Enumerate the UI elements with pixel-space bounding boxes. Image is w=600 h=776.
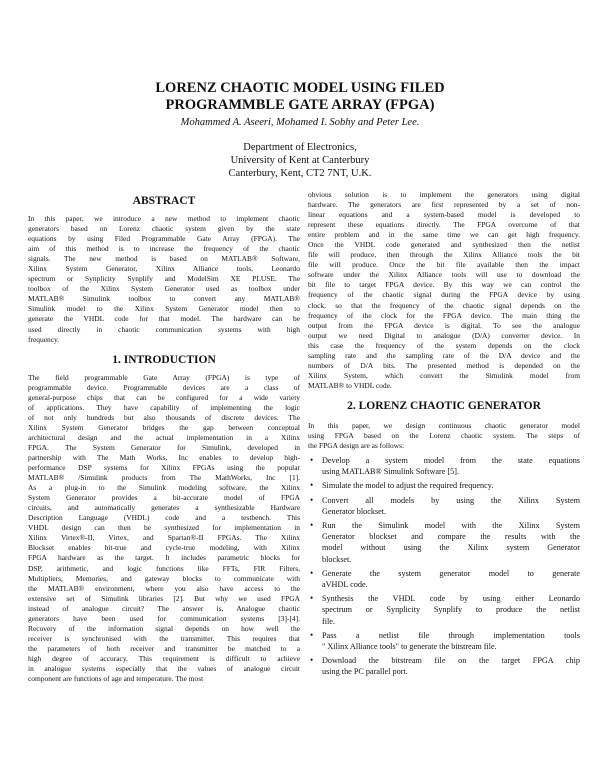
introduction-line: component are functions of age and temperature. The most xyxy=(28,674,204,684)
introduction-line: generators have been used for communication systems [3]-[4]. xyxy=(28,613,300,623)
list-item xyxy=(308,480,580,491)
list-item-line: • Download the bitstream file on the target FPGA chip xyxy=(322,656,580,666)
introduction-line: MATLAB® /Simulink products from The MathWorks, Inc [1]. xyxy=(28,473,300,483)
introduction-line: FPGA. The System Generator for Simulink, developed in xyxy=(28,442,300,452)
introduction-line: the MATLAB® environment, where you also have access to the xyxy=(28,583,300,593)
introduction-line: extensive set of Simulink libraries [2]. But why we used FPGA xyxy=(28,593,300,603)
introduction-continued-line: represent these equations directly. The FPGA overcome of that xyxy=(308,220,580,230)
list-item-line: " Xilinx Alliance tools" to generate the bitstream file. xyxy=(322,641,497,651)
introduction-continued-line: frequency of the chaotic signal during the FPGA device by using xyxy=(308,290,580,300)
affiliation-line-2: University of Kent at Canterbury xyxy=(230,155,370,166)
introduction-line: Xilinx Virtex®-II, Virtex, and Spartan®-II FPGAs. The Xilinx xyxy=(28,533,300,543)
section-2-line: using FPGA based on the Lorenz chaotic system. The steps of xyxy=(308,430,580,440)
affiliation-line-1: Department of Electronics, xyxy=(243,142,357,153)
list-item-line: blockset. xyxy=(322,554,352,564)
introduction-line: Recovery of the information signal depends on how well the xyxy=(28,623,300,633)
abstract-line: generate the VHDL code for that model. The hardware can be xyxy=(28,314,300,324)
abstract-line: MATLAB® Simulink toolbox to convert any MATLAB® xyxy=(28,294,300,304)
abstract-body xyxy=(28,214,300,345)
introduction-line: The field programmable Gate Array (FPGA) is type of xyxy=(28,372,300,382)
abstract-line: Simulink model to the Xilinx System Generator model then to xyxy=(28,304,300,314)
introduction-continued xyxy=(308,190,580,391)
introduction-line: partnership with The Math Works, Inc enables to develop high- xyxy=(28,452,300,462)
section-2-line: In this paper, we design continuous chaotic generator model xyxy=(308,420,580,430)
list-item-line: • Develop a system model from the state equations xyxy=(322,456,580,466)
introduction-continued-line: output from the FPGA device is digital. To see the analogue xyxy=(308,320,580,330)
introduction-continued-line: file will produce, then through the Xilinx Alliance tools the bit xyxy=(308,250,580,260)
introduction-line: instead of analogue circuit? The answer is, Analogue chaotic xyxy=(28,603,300,613)
left-column xyxy=(28,194,300,684)
introduction-continued-line: entire problem and in the same time we can get high frequency. xyxy=(308,230,580,240)
abstract-heading: ABSTRACT xyxy=(132,195,196,207)
list-item-line: • Convert all models by using the Xilinx System xyxy=(322,495,580,505)
introduction-continued-line: obvious solution is to implement the generators using digital xyxy=(308,190,580,199)
abstract-line: equations by using Filed Programmable Gate Array (FPGA). The xyxy=(28,234,300,244)
introduction-continued-line: hardware. The generators are first represented by a set of non- xyxy=(308,200,580,210)
abstract-line: signals. The new method is based on MATLAB® Software, xyxy=(28,254,300,264)
abstract-line: Xilinx System Generator, Xilinx Alliance tools, Leonardo xyxy=(28,264,300,274)
section-2-heading: 2. LORENZ CHAOTIC GENERATOR xyxy=(347,399,541,412)
introduction-line: VHDL design can then be synthesized for implementation in xyxy=(28,523,300,533)
list-item xyxy=(308,495,580,517)
list-item-line: • Pass a netlist file through implementation tools xyxy=(322,630,580,640)
design-steps-list xyxy=(308,455,580,680)
abstract-line: used directly in chaotic communication systems with high xyxy=(28,324,300,334)
introduction-continued-line: file will produce. Once the bit file available then the impact xyxy=(308,260,580,270)
abstract-line: toolbox of the Xilinx System Generator used as toolbox under xyxy=(28,284,300,294)
introduction-line: of not only hundreds but also thousands of discrete devices. The xyxy=(28,412,300,422)
list-item xyxy=(308,593,580,627)
introduction-continued-line: linear equations and a system-based model is developed to xyxy=(308,210,580,220)
list-item xyxy=(308,655,580,677)
section-2-body xyxy=(308,421,580,451)
introduction-continued-line: software under the Xilinx Alliance tools will use to download the xyxy=(308,270,580,280)
abstract-line: In this paper, we introduce a new method to implement chaotic xyxy=(28,214,300,223)
introduction-continued-line: output we need Digital to analogue (D/A) converter device. In xyxy=(308,330,580,340)
introduction-line: Multipliers, Memories, and gateway blocks to communicate with xyxy=(28,573,300,583)
introduction-line: Blockset enables bit-true and cycle-true modeling, with Xilinx xyxy=(28,543,300,553)
abstract-line: aim of this method is to increase the frequency of the chaotic xyxy=(28,244,300,254)
right-column xyxy=(308,190,580,680)
introduction-line: in analogue systems especially that the values of analogue circuit xyxy=(28,663,300,673)
introduction-line: performance DSP systems for Xilinx FPGAs using the popular xyxy=(28,463,300,473)
abstract-line: frequency. xyxy=(28,334,60,344)
list-item-line: • Generate the system generator model to generate xyxy=(322,568,580,578)
list-item-line: Generator blockset and compare the results with the xyxy=(322,532,580,542)
paper-title-line-1: LORENZ CHAOTIC MODEL USING FILED xyxy=(155,80,445,96)
introduction-continued-line: this case the frequency of the system depends on the clock xyxy=(308,340,580,350)
list-item xyxy=(308,455,580,477)
section-2-line: the FPGA design are as follows: xyxy=(308,441,405,451)
introduction-continued-line: MATLAB® to VHDL code. xyxy=(308,380,392,390)
introduction-heading: 1. INTRODUCTION xyxy=(112,353,216,366)
introduction-line: System Generator provides a bit-accurate model of FPGA xyxy=(28,493,300,503)
paper-title-line-2: PROGRAMMBLE GATE ARRAY (FPGA) xyxy=(165,97,435,113)
list-item-line: using MATLAB® Simulink Software [5]. xyxy=(322,467,459,477)
abstract-line: generators based on Lorenz chaotic system given by the state xyxy=(28,224,300,234)
introduction-line: the parameters of both receiver and transmitter be matched to a xyxy=(28,643,300,653)
list-item-line: • Simulate the model to adjust the required frequency. xyxy=(322,481,494,491)
introduction-body xyxy=(28,373,300,684)
list-item-line: file. xyxy=(322,616,335,626)
affiliation-line-3: Canterbury, Kent, CT2 7NT, U.K. xyxy=(228,168,372,179)
introduction-line: general-purpose chips that can be configured for a wide variety xyxy=(28,392,300,402)
list-item xyxy=(308,568,580,590)
list-item-line: using the PC parallel port. xyxy=(322,667,408,677)
introduction-continued-line: bit file to target FPGA device. By this way we can control the xyxy=(308,280,580,290)
list-item xyxy=(308,630,580,652)
introduction-continued-line: Once the VHDL code generated and synthesized then the netlist xyxy=(308,240,580,250)
introduction-line: programmable device. Programmable devices are a class of xyxy=(28,382,300,392)
introduction-continued-line: sampling rate and the sampling rate of the D/A device and the xyxy=(308,350,580,360)
list-item-line: • Synthesis the VHDL code by using either Leonardo xyxy=(322,594,580,604)
list-item-line: aVHDL code. xyxy=(322,579,368,589)
list-item-line: • Run the Simulink model with the Xilinx System xyxy=(322,521,580,531)
abstract-line: spectrum or Synplicity Synplify and ModelSim XE PLUSE. The xyxy=(28,274,300,284)
introduction-continued-line: Xilinx System, which convert the Simulink model from xyxy=(308,370,580,380)
introduction-line: of applications. They have capability of implementing the logic xyxy=(28,402,300,412)
introduction-line: Description Language (VHDL) code and a testbench. This xyxy=(28,513,300,523)
introduction-line: receiver is synchronised with the transmitter. This requires that xyxy=(28,633,300,643)
introduction-line: FPGA hardware as the target. It includes parametric blocks for xyxy=(28,553,300,563)
introduction-continued-line: frequency of the clock for the FPGA device. The main thing the xyxy=(308,310,580,320)
introduction-line: architectural design and the actual implementation in a Xilinx xyxy=(28,432,300,442)
introduction-continued-line: clock, so that the frequency of the chaotic signal depends on the xyxy=(308,300,580,310)
introduction-line: As a plug-in to the Simulink modeling software, the Xilinx xyxy=(28,483,300,493)
list-item-line: model without using the Xilinx system Generator xyxy=(322,543,580,553)
list-item xyxy=(308,520,580,565)
list-item-line: Generator blockset. xyxy=(322,506,387,516)
introduction-line: Xilinx System Generator bridges the gap between conceptual xyxy=(28,422,300,432)
authors: Mohammed A. Aseeri, Mohamed I. Sobhy and Peter Lee. xyxy=(180,117,420,128)
introduction-line: high degree of accuracy. This requirement is difficult to achieve xyxy=(28,653,300,663)
introduction-line: circuits, and automatically generates a synthesizable Hardware xyxy=(28,503,300,513)
introduction-continued-line: numbers of D/A bits. The presented method is depended on the xyxy=(308,360,580,370)
list-item-line: spectrum or Synplicity Synplify to produce the netlist xyxy=(322,605,580,615)
introduction-line: DSP, arithmetic, and logic functions like FFTs, FIR Filters, xyxy=(28,563,300,573)
